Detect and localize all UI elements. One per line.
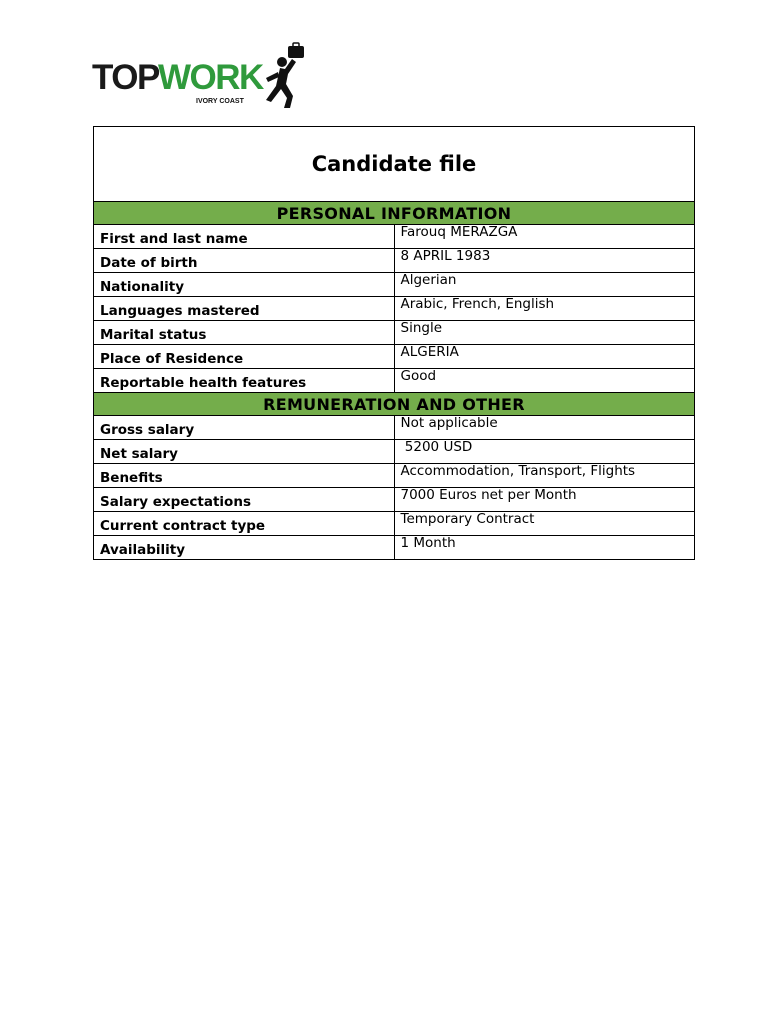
field-label: Current contract type <box>94 512 395 536</box>
section-heading-personal-information: PERSONAL INFORMATION <box>94 202 695 225</box>
field-label: Net salary <box>94 440 395 464</box>
field-label: Languages mastered <box>94 297 395 321</box>
field-value: Not applicable <box>394 416 695 440</box>
field-label: Nationality <box>94 273 395 297</box>
field-label: Place of Residence <box>94 345 395 369</box>
field-value: Accommodation, Transport, Flights <box>394 464 695 488</box>
table-row <box>94 225 695 249</box>
field-label: Gross salary <box>94 416 395 440</box>
table-row <box>94 297 695 321</box>
logo-word-top: TOP <box>92 58 159 97</box>
field-label: Reportable health features <box>94 369 395 393</box>
field-value: 8 APRIL 1983 <box>394 249 695 273</box>
candidate-file-table <box>93 126 695 560</box>
table-row <box>94 321 695 345</box>
field-value: 1 Month <box>394 536 695 560</box>
field-value: 5200 USD <box>394 440 695 464</box>
table-row <box>94 249 695 273</box>
logo-word-work: WORK <box>158 58 263 97</box>
field-label: Salary expectations <box>94 488 395 512</box>
field-label: Benefits <box>94 464 395 488</box>
table-row <box>94 512 695 536</box>
table-row <box>94 488 695 512</box>
table-row <box>94 416 695 440</box>
table-row <box>94 464 695 488</box>
table-row <box>94 536 695 560</box>
table-row <box>94 345 695 369</box>
field-value: Farouq MERAZGA <box>394 225 695 249</box>
field-value: Arabic, French, English <box>394 297 695 321</box>
field-value: ALGERIA <box>394 345 695 369</box>
field-value: Single <box>394 321 695 345</box>
field-value: Temporary Contract <box>394 512 695 536</box>
field-label: Availability <box>94 536 395 560</box>
logo-subtitle: IVORY COAST <box>196 98 244 105</box>
runner-with-briefcase-icon <box>254 42 310 110</box>
field-label: Marital status <box>94 321 395 345</box>
field-value: 7000 Euros net per Month <box>394 488 695 512</box>
field-value: Good <box>394 369 695 393</box>
table-row <box>94 369 695 393</box>
field-value: Algerian <box>394 273 695 297</box>
table-row <box>94 273 695 297</box>
field-label: First and last name <box>94 225 395 249</box>
field-label: Date of birth <box>94 249 395 273</box>
company-logo <box>92 42 312 110</box>
table-row <box>94 440 695 464</box>
document-title: Candidate file <box>94 127 695 202</box>
section-heading-remuneration: REMUNERATION AND OTHER <box>94 393 695 416</box>
